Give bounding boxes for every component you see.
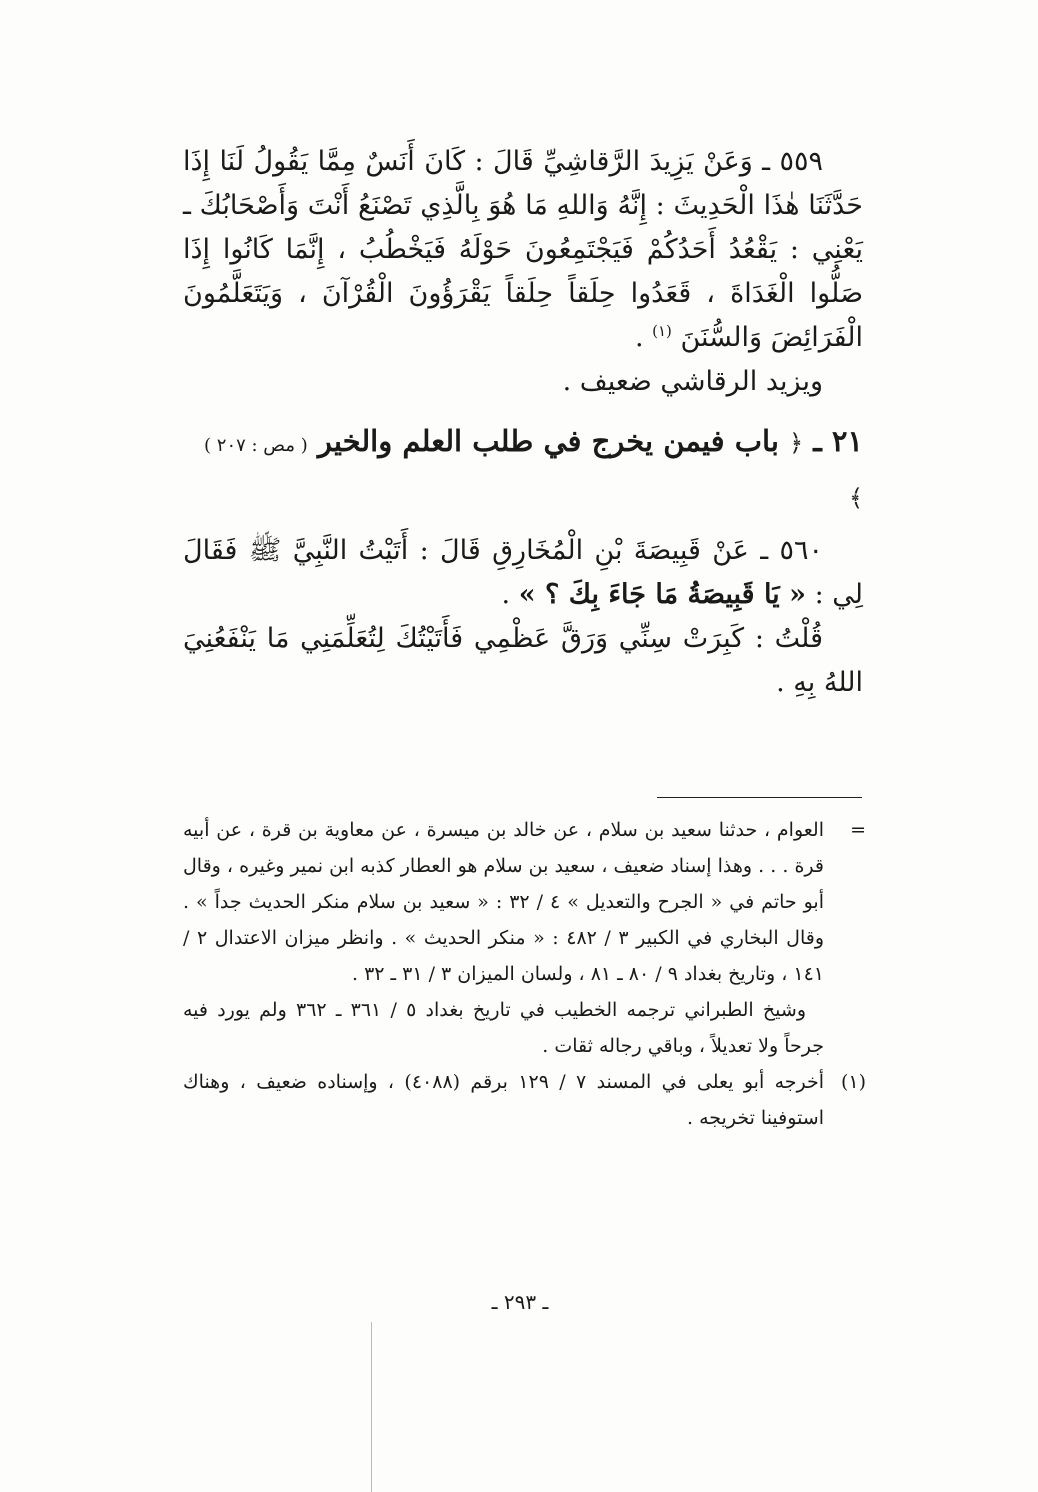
footnote-marker: (١) <box>840 1071 866 1093</box>
main-text <box>183 140 863 705</box>
comment-text <box>183 360 863 404</box>
hadith-560-line2: قُلْتُ : كَبِرَتْ سِنِّي وَرَقَّ عَظْمِي فَأَتَيْتُكَ لِتُعَلِّمَنِي مَا يَنْفَعُنِيَ اللهُ بِهِ . <box>183 623 863 698</box>
footnote-marker-1: (١) <box>652 322 672 340</box>
section-heading <box>183 416 863 523</box>
section-open-bracket: ﴿ <box>789 429 804 457</box>
footnote-paragraph: وشيخ الطبراني ترجمه الخطيب في تاريخ بغداد ٥ / ٣٦١ ـ ٣٦٢ ولم يورد فيه جرحاً ولا تعديلاً ، وباقي رجاله ثقات . <box>183 999 824 1057</box>
hadith-559-text: ٥٥٩ ـ وَعَنْ يَزِيدَ الرَّقاشِيِّ قَالَ : كَانَ أَنَسٌ مِمَّا يَقُولُ لَنَا إِذَا حَدَّثَنَا هٰذَا الْحَدِيثَ : إِنَّهُ وَاللهِ مَا هُوَ بِالَّذِي تَصْنَعُ أَنْتَ وَأَصْحَابُكَ ـ يَعْنِي : يَقْعُدُ أَحَدُكُمْ فَيَجْتَمِعُونَ حَوْلَهُ فَيَخْطُبُ ، إِنَّمَا كَانُوا إِذَا صَلُّوا الْغَدَاةَ ، قَعَدُوا حِلَقاً حِلَقاً يَقْرَؤُونَ الْقُرْآنَ ، وَيَتَعَلَّمُونَ الْفَرَائِضَ وَالسُّنَنَ <box>183 146 863 353</box>
footnote-marker: = <box>850 819 866 841</box>
section-close-bracket: ﴾ <box>848 484 863 512</box>
footnote-continued <box>183 812 866 1064</box>
footnote-paragraph: أخرجه أبو يعلى في المسند ٧ / ١٢٩ برقم (٤٠٨٨) ، وإسناده ضعيف ، وهناك استوفينا تخريجه . <box>183 1071 825 1129</box>
footnote-1 <box>183 1064 866 1136</box>
hadith-560-reply <box>183 617 863 705</box>
hadith-559-end: . <box>634 322 653 353</box>
footnote-separator <box>657 797 862 798</box>
comment-line: ويزيد الرقاشي ضعيف . <box>562 366 823 397</box>
page-number: ـ ٢٩٣ ـ <box>491 1290 549 1314</box>
scan-artifact-line <box>371 1322 372 1492</box>
footnote-body <box>183 812 824 1064</box>
section-title: باب فيمن يخرج في طلب العلم والخير <box>317 424 779 458</box>
hadith-560-quote: « يَا قَبِيصَةُ مَا جَاءَ بِكَ ؟ » <box>518 579 806 610</box>
hadith-559 <box>183 140 863 360</box>
footnote-paragraph: العوام ، حدثنا سعيد بن سلام ، عن خالد بن ميسرة ، عن معاوية بن قرة ، عن أبيه قرة . . . وهذا إسناد ضعيف ، سعيد بن سلام هو العطار كذبه ابن نمير وغيره ، وقال أبو حاتم في « الجرح والتعديل » ٤ / ٣٢ : « سعيد بن سلام منكر الحديث جداً » . وقال البخاري في الكبير ٣ / ٤٨٢ : « منكر الحديث » . وانظر ميزان الاعتدال ٢ / ١٤١ ، وتاريخ بغداد ٩ / ٨٠ ـ ٨١ ، ولسان الميزان ٣ / ٣١ ـ ٣٢ . <box>183 819 825 985</box>
section-ref: ( مص : ٢٠٧ ) <box>204 435 308 456</box>
footnote-body <box>183 1064 824 1136</box>
hadith-560-line1: ٥٦٠ ـ عَنْ قَبِيصَةَ بْنِ الْمُخَارِقِ قَالَ : أَتَيْتُ النَّبِيَّ ﷺ فَقَالَ لِي : <box>183 535 863 610</box>
hadith-560-line1-end: . <box>501 579 519 610</box>
footnotes <box>183 812 866 1136</box>
hadith-560 <box>183 529 863 617</box>
section-number: ٢١ ـ <box>813 424 863 458</box>
